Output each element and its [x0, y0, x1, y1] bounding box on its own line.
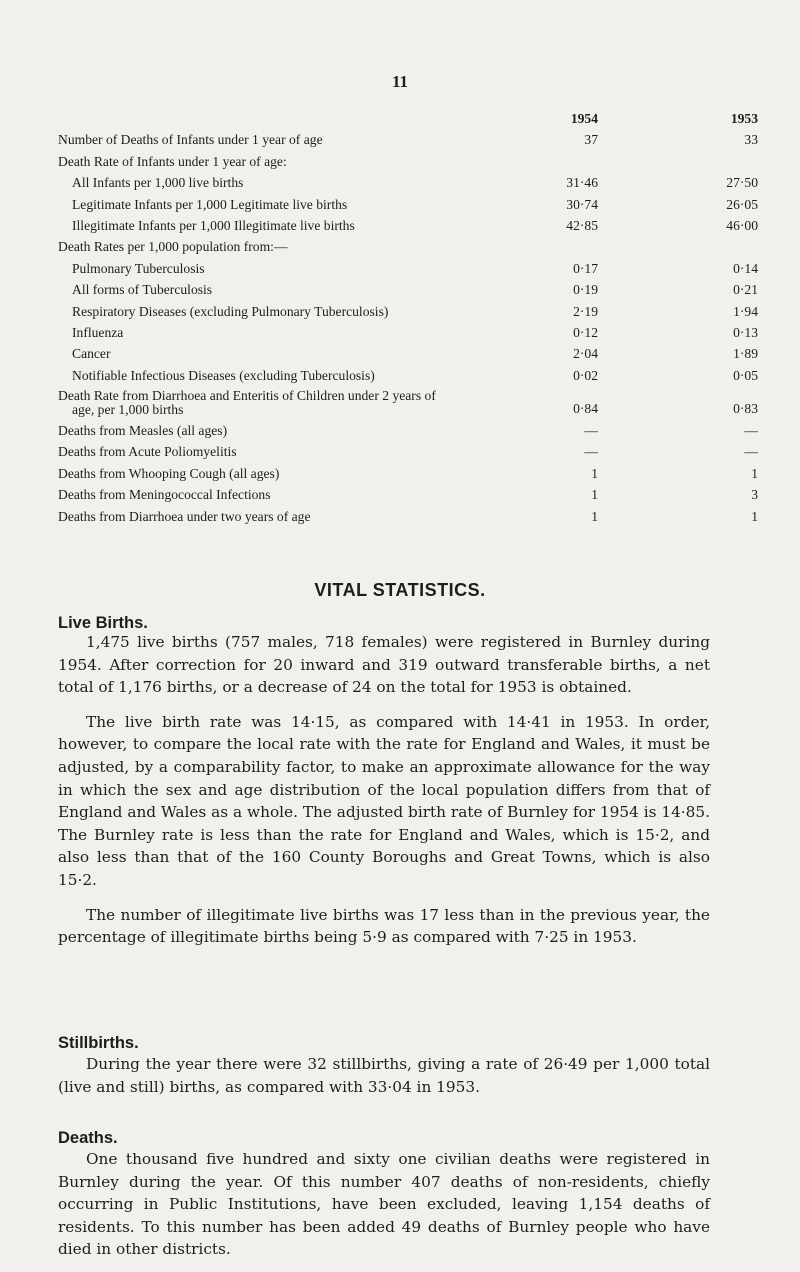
row-label: [58, 463, 279, 484]
row-label-text: Cancer: [72, 346, 111, 362]
value-1954: 1: [591, 487, 598, 503]
value-1953: 0·05: [733, 367, 758, 383]
row-label: [72, 172, 243, 193]
statistics-table: [58, 108, 758, 527]
value-1954: 0·19: [573, 282, 598, 298]
row-label: [58, 441, 237, 462]
table-row: [58, 194, 758, 215]
page-number: 11: [391, 72, 409, 91]
row-label: [58, 389, 436, 416]
row-label: [58, 506, 311, 527]
value-1953: 33: [744, 132, 758, 148]
row-label: [72, 258, 205, 279]
table-row: [58, 322, 758, 343]
table-row: [58, 386, 758, 420]
value-1954: —: [584, 423, 598, 439]
table-row: [58, 420, 758, 441]
row-label-text: Pulmonary Tuberculosis: [72, 260, 205, 276]
value-1954: 42·85: [566, 217, 598, 233]
row-label-text: Death Rates per 1,000 population from:—: [58, 239, 288, 255]
row-label-text: Respiratory Diseases (excluding Pulmonary Tuberculosis): [72, 303, 389, 319]
row-label: [72, 301, 388, 322]
value-1954: 37: [584, 132, 598, 148]
row-label-text: Notifiable Infectious Diseases (excluding Tuberculosis): [72, 367, 375, 383]
value-1954: 1: [591, 508, 598, 524]
paragraph: The number of illegitimate live births was 17 less than in the previous year, the percentage of illegitimate births being 5·9 as compared with 7·25 in 1953.: [58, 905, 710, 947]
value-1953: 0·13: [733, 324, 758, 340]
table-row: [58, 506, 758, 527]
table-row: [58, 129, 758, 150]
table-row: [58, 441, 758, 462]
value-1953: 0·14: [733, 260, 758, 276]
value-1954: 31·46: [566, 175, 598, 191]
row-label: [72, 279, 212, 300]
row-label: [72, 215, 355, 236]
column-header-1953: 1953: [730, 111, 758, 126]
value-1953: 1·94: [733, 303, 758, 319]
value-1954: —: [584, 444, 598, 460]
table-row: [58, 151, 758, 172]
paragraph: One thousand five hundred and sixty one civilian deaths were registered in Burnley during the year. Of this number 407 deaths of non-residents, chiefly occurring in Public Institutions, have been excluded, leaving 1,154 deaths of residents. To this number has been added 49 deaths of Burnley people who have died in other districts.: [58, 1150, 710, 1259]
row-label: [58, 151, 287, 172]
table-header-row: [58, 108, 758, 129]
value-1954: 0·02: [573, 367, 598, 383]
row-label-text: All Infants per 1,000 live births: [72, 175, 244, 191]
value-1953: 0·83: [733, 401, 758, 417]
value-1954: 30·74: [566, 196, 598, 212]
value-1953: —: [744, 444, 758, 460]
table-row: [58, 463, 758, 484]
live-births-text: [58, 631, 710, 949]
row-label: [72, 365, 375, 386]
table-row: [58, 484, 758, 505]
table-row: [58, 236, 758, 257]
value-1953: —: [744, 423, 758, 439]
value-1953: 1: [751, 465, 758, 481]
value-1953: 3: [751, 487, 758, 503]
row-label-text: Deaths from Measles (all ages): [58, 423, 228, 439]
table-row: [58, 365, 758, 386]
value-1953: 27·50: [726, 175, 758, 191]
row-label-text: Legitimate Infants per 1,000 Legitimate live births: [72, 196, 348, 212]
table-row: [58, 215, 758, 236]
row-label: [72, 322, 123, 343]
row-label-text: Deaths from Acute Poliomyelitis: [58, 444, 237, 460]
row-label: [58, 129, 323, 150]
row-label: [72, 194, 347, 215]
table-row: [58, 343, 758, 364]
row-label: [58, 236, 288, 257]
value-1954: 0·17: [573, 260, 598, 276]
live-births-heading: Live Births.: [58, 614, 148, 632]
row-label-text: Illegitimate Infants per 1,000 Illegitimate live births: [72, 217, 355, 233]
value-1953: 0·21: [733, 282, 758, 298]
paragraph: During the year there were 32 stillbirths, giving a rate of 26·49 per 1,000 total (live and still) births, as compared with 33·04 in 1953.: [58, 1055, 710, 1096]
deaths-text: [58, 1148, 710, 1261]
table-row: [58, 172, 758, 193]
row-label-text: All forms of Tuberculosis: [72, 282, 213, 298]
value-1954: 1: [591, 465, 598, 481]
row-label: [58, 484, 271, 505]
table-row: [58, 301, 758, 322]
value-1954: 2·19: [573, 303, 598, 319]
value-1954: 0·84: [573, 401, 598, 417]
row-label-text: Deaths from Diarrhoea under two years of age: [58, 508, 311, 524]
row-label-text: Number of Deaths of Infants under 1 year of age: [58, 132, 323, 148]
value-1954: 2·04: [573, 346, 598, 362]
table-row: [58, 258, 758, 279]
paragraph: The live birth rate was 14·15, as compared with 14·41 in 1953. In order, however, to compare the local rate with the rate for England and Wales, it must be adjusted, by a comparability factor, to make an approximate allowance for the way in which the sex and age distribution of the local population differs from that of England and Wales as a whole. The adjusted birth rate of Burnley for 1954 is 14·85. The Burnley rate is less than the rate for England and Wales, which is 15·2, and also less than that of the 160 County Boroughs and Great Towns, which is also 15·2.: [58, 712, 710, 889]
value-1954: 0·12: [573, 324, 598, 340]
value-1953: 26·05: [726, 196, 758, 212]
row-label-text: Influenza: [72, 324, 124, 340]
row-label: [72, 343, 111, 364]
stillbirths-heading: Stillbirths.: [58, 1034, 139, 1052]
deaths-heading: Deaths.: [58, 1129, 118, 1147]
table-row: [58, 279, 758, 300]
row-label: [58, 420, 227, 441]
value-1953: 1: [751, 508, 758, 524]
table-body: [58, 129, 758, 527]
row-label-text: Deaths from Meningococcal Infections: [58, 487, 271, 503]
row-label-continuation: age, per 1,000 births: [72, 402, 184, 418]
row-label-text: Death Rate of Infants under 1 year of age:: [58, 153, 287, 169]
paragraph: 1,475 live births (757 males, 718 females) were registered in Burnley during 1954. After correction for 20 inward and 319 outward transferable births, a net total of 1,176 births, or a decrease of 24 on the total for 1953 is obtained.: [58, 633, 710, 697]
value-1953: 1·89: [733, 346, 758, 362]
value-1953: 46·00: [726, 217, 758, 233]
column-header-1954: 1954: [570, 111, 598, 126]
row-label-text: Death Rate from Diarrhoea and Enteritis of Children under 2 years of: [58, 388, 436, 404]
section-title: VITAL STATISTICS.: [314, 580, 486, 600]
row-label-text: Deaths from Whooping Cough (all ages): [58, 465, 280, 481]
stillbirths-text: [58, 1053, 710, 1098]
